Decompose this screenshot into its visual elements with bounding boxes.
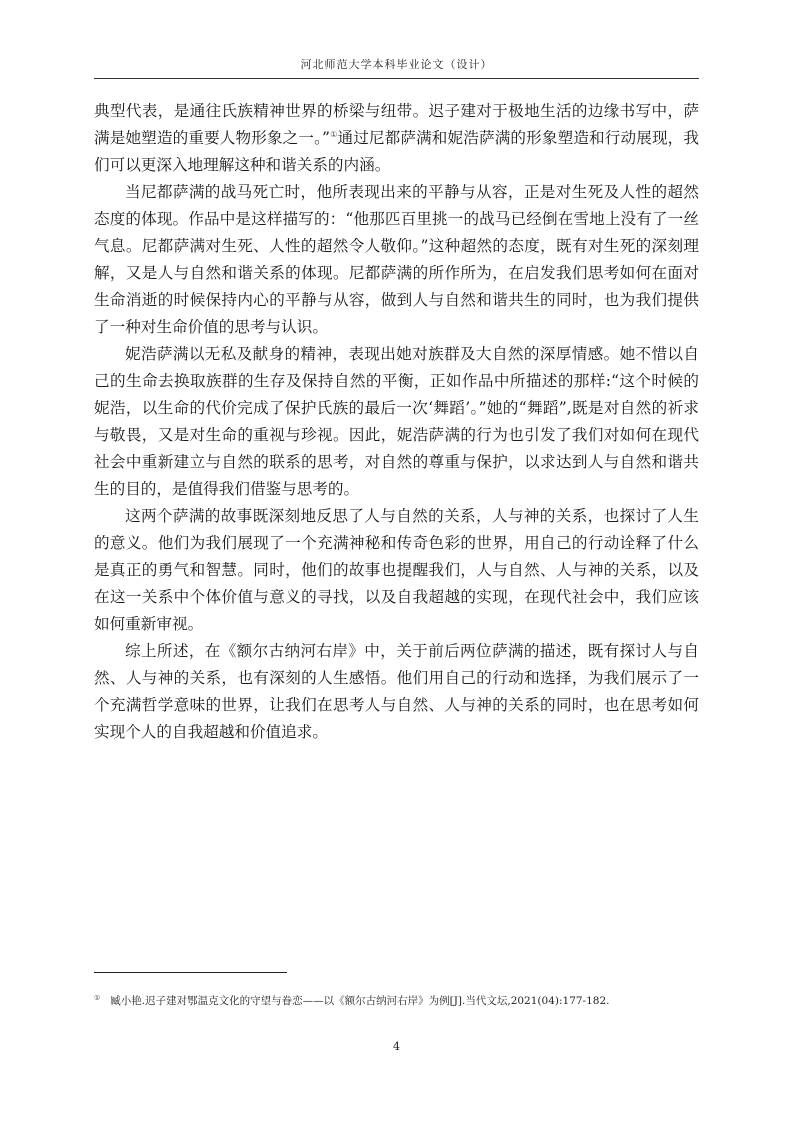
paragraph-3: 妮浩萨满以无私及献身的精神，表现出她对族群及大自然的深厚情感。她不惜以自己的生命去换取族群的生存及保持自然的平衡，正如作品中所描述的那样:“这个时候的妮浩，以生命的代价完成了保护氏族的最后一次‘舞蹈’。”她的“舞蹈”,既是对自然的祈求与敬畏，又是对生命的重视与珍视。因此，妮浩萨满的行为也引发了我们对如何在现代社会中重新建立与自然的联系的思考，对自然的尊重与保护，以求达到人与自然和谐共生的目的，是值得我们借鉴与思考的。 <box>94 345 699 498</box>
paragraph-5: 综上所述，在《额尔古纳河右岸》中，关于前后两位萨满的描述，既有探讨人与自然、人与神的关系，也有深刻的人生感悟。他们用自己的行动和选择，为我们展示了一个充满哲学意味的世界，让我们在思考人与自然、人与神的关系的同时，也在思考如何实现个人的自我超越和价值追求。 <box>94 642 699 741</box>
body-text <box>94 98 699 746</box>
header-divider <box>94 78 699 79</box>
footnote <box>94 991 704 1008</box>
paragraph-1-text-a: 典型代表，是通往氏族精神世界的桥梁与纽带。迟子建对于极地生活的边缘书写中，萨满是她塑造的重要人物形象之一。” <box>94 102 699 147</box>
paragraph-4: 这两个萨满的故事既深刻地反思了人与自然的关系，人与神的关系，也探讨了人生的意义。他们为我们展现了一个充满神秘和传奇色彩的世界，用自己的行动诠释了什么是真正的勇气和智慧。同时，他们的故事也提醒我们，人与自然、人与神的关系，以及在这一关系中个体价值与意义的寻找，以及自我超越的实现，在现代社会中，我们应该如何重新审视。 <box>94 507 699 633</box>
paragraph-2: 当尼都萨满的战马死亡时，他所表现出来的平静与从容，正是对生死及人性的超然态度的体现。作品中是这样描写的：“他那匹百里挑一的战马已经倒在雪地上没有了一丝气息。尼都萨满对生死、人性的超然令人敬仰。”这种超然的态度，既有对生死的深刻理解，又是人与自然和谐关系的体现。尼都萨满的所作所为，在启发我们思考如何在面对生命消逝的时候保持内心的平静与从容，做到人与自然和谐共生的同时，也为我们提供了一种对生命价值的思考与认识。 <box>94 183 699 336</box>
footnote-text: 臧小艳.迟子建对鄂温克文化的守望与眷恋——以《额尔古纳河右岸》为例[J].当代文坛,2021(04):177-182. <box>110 995 610 1007</box>
page-header: 河北师范大学本科毕业论文（设计） <box>300 58 493 71</box>
footnote-reference[interactable]: ① <box>330 130 338 139</box>
footnote-divider <box>94 972 287 973</box>
paragraph-1-text-b: 通过尼都萨满和妮浩萨满的形象塑造和行动展现，我们可以更深入地理解这种和谐关系的内涵。 <box>94 129 699 174</box>
page-number: 4 <box>393 1040 400 1053</box>
paragraph-1 <box>94 98 699 179</box>
footnote-mark: ① <box>94 994 101 1002</box>
